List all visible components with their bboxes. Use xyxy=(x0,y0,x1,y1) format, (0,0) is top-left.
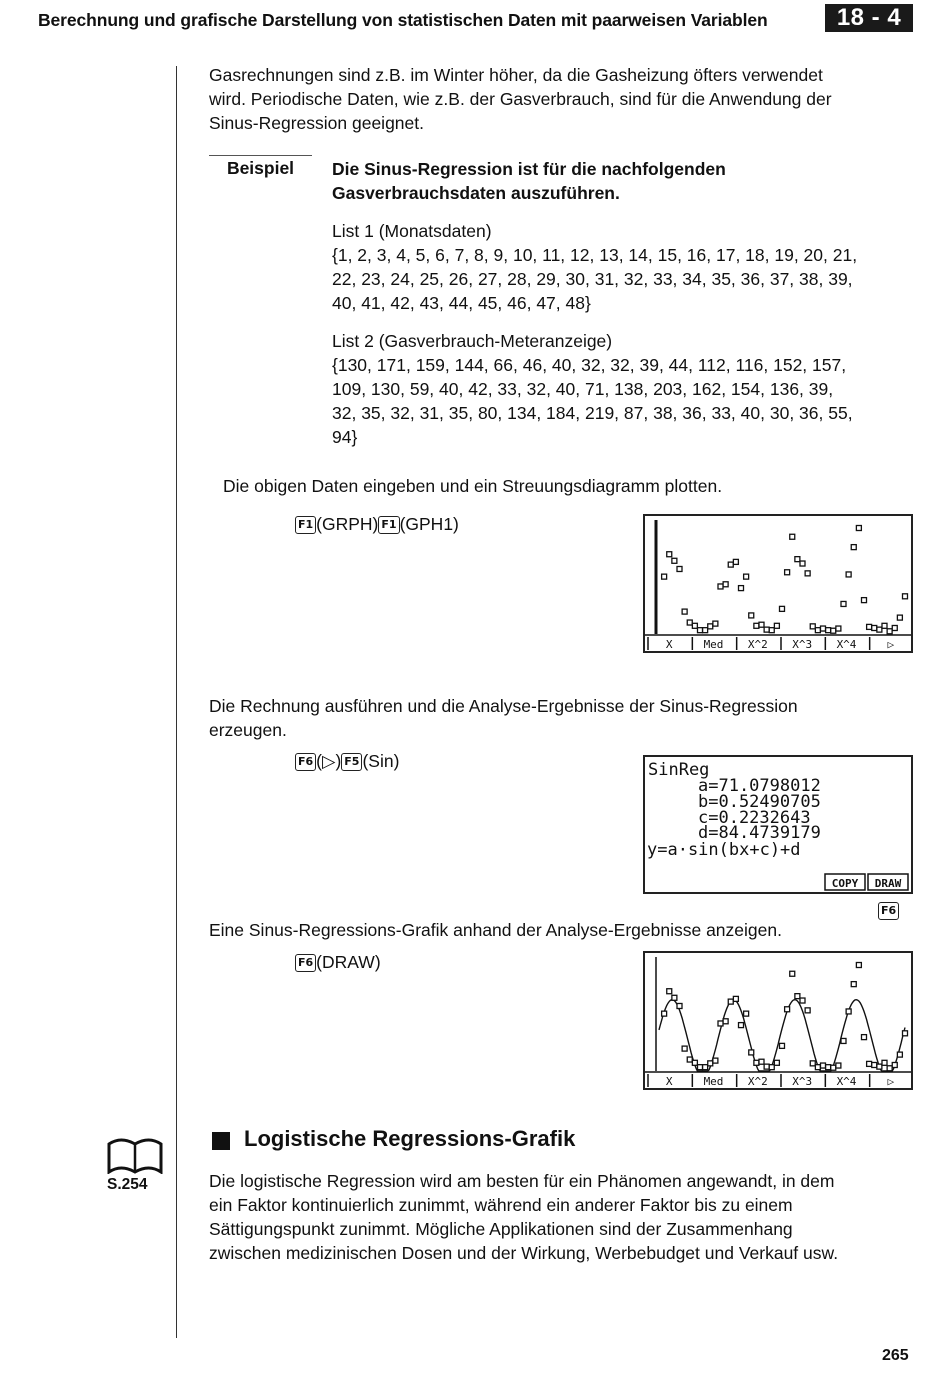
data-point xyxy=(703,1065,708,1070)
menu-item-5: ▷ xyxy=(887,638,895,651)
menu-item-5: ▷ xyxy=(887,1075,895,1088)
data-point xyxy=(785,570,790,575)
data-point xyxy=(836,1063,841,1068)
data-point xyxy=(677,566,682,571)
menu-item-1: Med xyxy=(703,638,724,651)
data-point xyxy=(764,627,769,632)
data-point xyxy=(733,996,738,1001)
key-f6: F6 xyxy=(295,753,316,771)
step2-instruction-line-2: erzeugen. xyxy=(209,720,287,740)
data-point xyxy=(769,1065,774,1070)
menu-item-0: X xyxy=(665,1075,673,1088)
data-point xyxy=(780,1043,785,1048)
data-point xyxy=(774,623,779,628)
data-point xyxy=(749,613,754,618)
list2-values-line-3: 32, 35, 32, 31, 35, 80, 134, 184, 219, 87, 38, 36, 33, 40, 30, 36, 55, xyxy=(332,403,853,423)
margin-rule xyxy=(176,66,177,1338)
data-point xyxy=(826,1065,831,1070)
key-label: (DRAW) xyxy=(316,952,381,972)
section-bullet-square xyxy=(212,1132,230,1150)
data-point xyxy=(790,534,795,539)
data-point xyxy=(851,982,856,987)
data-point xyxy=(841,1038,846,1043)
calc-screen-sinreg xyxy=(643,755,913,894)
page-header-title: Berechnung und grafische Darstellung von statistischen Daten mit paarweisen Variablen xyxy=(38,10,768,30)
data-point xyxy=(723,582,728,587)
data-point xyxy=(662,574,667,579)
step1-instruction: Die obigen Daten eingeben und ein Streuungsdiagramm plotten. xyxy=(223,476,723,496)
step3-instruction: Eine Sinus-Regressions-Grafik anhand der Analyse-Ergebnisse anzeigen. xyxy=(209,920,782,940)
data-point xyxy=(754,1060,759,1065)
data-point xyxy=(692,1060,697,1065)
key-label: (GRPH) xyxy=(316,514,379,534)
data-point xyxy=(862,598,867,603)
key-f5: F5 xyxy=(341,753,362,771)
data-point xyxy=(703,628,708,633)
data-point xyxy=(856,963,861,968)
data-point xyxy=(897,615,902,620)
data-point xyxy=(800,998,805,1003)
data-point xyxy=(764,1064,769,1069)
step2-keys xyxy=(295,749,399,773)
data-point xyxy=(821,1063,826,1068)
data-point xyxy=(739,586,744,591)
data-point xyxy=(846,572,851,577)
sinreg-result-screen xyxy=(645,757,911,892)
data-point xyxy=(728,562,733,567)
menu-item-4: X^4 xyxy=(836,638,857,651)
list1-title: List 1 (Monatsdaten) xyxy=(332,221,492,241)
intro-line-1: Gasrechnungen sind z.B. im Winter höher, da die Gasheizung öfters verwendet xyxy=(209,65,823,85)
data-point xyxy=(790,971,795,976)
data-point xyxy=(780,606,785,611)
key-f6: F6 xyxy=(295,954,316,972)
data-point xyxy=(887,1066,892,1071)
key-f1: F1 xyxy=(295,516,316,534)
data-point xyxy=(903,1031,908,1036)
calc-screen-sin-graph xyxy=(643,951,913,1090)
data-point xyxy=(759,1059,764,1064)
list1-values-line-3: 40, 41, 42, 43, 44, 45, 46, 47, 48} xyxy=(332,293,591,313)
step2-instruction-line-1: Die Rechnung ausführen und die Analyse-Ergebnisse der Sinus-Regression xyxy=(209,696,798,716)
menu-item-1: Med xyxy=(703,1075,724,1088)
data-point xyxy=(667,989,672,994)
list1-values-line-1: {1, 2, 3, 4, 5, 6, 7, 8, 9, 10, 11, 12, 13, 14, 15, 16, 17, 18, 19, 20, 21, xyxy=(332,245,858,265)
key-f1: F1 xyxy=(378,516,399,534)
menu-item-0: X xyxy=(665,638,673,651)
data-point xyxy=(877,1064,882,1069)
data-point xyxy=(887,629,892,634)
key-label: (Sin) xyxy=(362,751,400,771)
data-point xyxy=(713,1058,718,1063)
data-point xyxy=(662,1011,667,1016)
data-point xyxy=(862,1035,867,1040)
data-point xyxy=(749,1050,754,1055)
data-point xyxy=(851,545,856,550)
menu-item-3: X^3 xyxy=(792,1075,813,1088)
data-point xyxy=(810,1061,815,1066)
data-point xyxy=(723,1019,728,1024)
data-point xyxy=(892,1062,897,1067)
data-point xyxy=(821,626,826,631)
data-point xyxy=(759,622,764,627)
scatter-plot xyxy=(645,516,911,651)
data-point xyxy=(892,625,897,630)
data-point xyxy=(836,626,841,631)
section-badge: 18 - 4 xyxy=(825,4,913,32)
data-point xyxy=(805,571,810,576)
menu-item-3: X^3 xyxy=(792,638,813,651)
data-point xyxy=(769,628,774,633)
data-point xyxy=(867,624,872,629)
logistic-line-2: ein Faktor kontinuierlich zunimmt, während ein anderer Faktor bis zu einem xyxy=(209,1195,793,1215)
data-point xyxy=(846,1009,851,1014)
data-point xyxy=(672,558,677,563)
data-point xyxy=(867,1061,872,1066)
data-point xyxy=(733,559,738,564)
data-point xyxy=(795,557,800,562)
data-point xyxy=(728,999,733,1004)
data-point xyxy=(739,1023,744,1028)
list2-values-line-4: 94} xyxy=(332,427,358,447)
calc-screen-scatter xyxy=(643,514,913,653)
section-title: Logistische Regressions-Grafik xyxy=(244,1126,576,1151)
data-point xyxy=(877,627,882,632)
data-point xyxy=(667,552,672,557)
sin-regression-plot xyxy=(645,953,911,1088)
copy-softkey: COPY xyxy=(831,877,859,890)
sinreg-c: c=0.2232643 xyxy=(698,808,811,828)
key-label: (GPH1) xyxy=(399,514,459,534)
menu-item-4: X^4 xyxy=(836,1075,857,1088)
data-point xyxy=(897,1052,902,1057)
page-number: 265 xyxy=(882,1347,909,1364)
sinreg-formula: y=a·sin(bx+c)+d xyxy=(647,840,801,860)
step1-keys xyxy=(295,512,459,536)
data-point xyxy=(831,1065,836,1070)
data-point xyxy=(672,995,677,1000)
example-label: Beispiel xyxy=(209,155,312,179)
data-point xyxy=(872,1062,877,1067)
data-point xyxy=(810,624,815,629)
data-point xyxy=(744,574,749,579)
draw-softkey: DRAW xyxy=(874,877,902,890)
data-point xyxy=(708,1061,713,1066)
menu-item-2: X^2 xyxy=(747,638,768,651)
data-point xyxy=(805,1008,810,1013)
data-point xyxy=(692,623,697,628)
logistic-line-4: zwischen medizinischen Dosen und der Wirkung, Werbebudget und Verkauf usw. xyxy=(209,1243,839,1263)
data-point xyxy=(872,625,877,630)
list2-values-line-1: {130, 171, 159, 144, 66, 46, 40, 32, 32, 39, 44, 112, 116, 152, 157, xyxy=(332,355,847,375)
page-reference: S.254 xyxy=(107,1176,148,1193)
key-label: (▷) xyxy=(316,751,342,771)
list2-title: List 2 (Gasverbrauch-Meteranzeige) xyxy=(332,331,613,351)
data-point xyxy=(698,628,703,633)
sinreg-a: a=71.0798012 xyxy=(698,776,821,796)
list2-values-line-2: 109, 130, 59, 40, 42, 33, 32, 40, 71, 138, 203, 162, 154, 136, 39, xyxy=(332,379,834,399)
data-point xyxy=(856,526,861,531)
data-point xyxy=(831,628,836,633)
sinreg-d: d=84.4739179 xyxy=(698,823,821,843)
data-point xyxy=(682,1046,687,1051)
sinreg-b: b=0.52490705 xyxy=(698,792,821,812)
data-point xyxy=(826,628,831,633)
data-point xyxy=(815,628,820,633)
data-point xyxy=(744,1011,749,1016)
sinreg-title: SinReg xyxy=(648,760,710,780)
intro-line-3: Sinus-Regression geeignet. xyxy=(209,113,424,133)
data-point xyxy=(682,609,687,614)
menu-item-2: X^2 xyxy=(747,1075,768,1088)
data-point xyxy=(687,620,692,625)
data-point xyxy=(687,1057,692,1062)
data-point xyxy=(800,561,805,566)
intro-line-2: wird. Periodische Daten, wie z.B. der Gasverbrauch, sind für die Anwendung der xyxy=(209,89,832,109)
list1-values-line-2: 22, 23, 24, 25, 26, 27, 28, 29, 30, 31, 32, 33, 34, 35, 36, 37, 38, 39, xyxy=(332,269,853,289)
logistic-line-1: Die logistische Regression wird am besten für ein Phänomen angewandt, in dem xyxy=(209,1171,835,1191)
data-point xyxy=(882,1060,887,1065)
data-point xyxy=(903,594,908,599)
logistic-line-3: Sättigungspunkt zunimmt. Mögliche Applikationen sind der Zusammenhang xyxy=(209,1219,793,1239)
data-point xyxy=(815,1065,820,1070)
data-point xyxy=(774,1060,779,1065)
data-point xyxy=(677,1003,682,1008)
example-heading-line-2: Gasverbrauchsdaten auszuführen. xyxy=(332,183,620,203)
data-point xyxy=(754,623,759,628)
data-point xyxy=(713,621,718,626)
sinreg-softkeys xyxy=(825,874,908,890)
example-heading-line-1: Die Sinus-Regression ist für die nachfolgenden xyxy=(332,159,726,179)
key-f6-draw-indicator: F6 xyxy=(878,902,899,920)
data-point xyxy=(882,623,887,628)
book-icon xyxy=(106,1136,164,1179)
data-point xyxy=(718,584,723,589)
data-point xyxy=(718,1021,723,1026)
data-point xyxy=(785,1007,790,1012)
data-point xyxy=(795,994,800,999)
step3-keys xyxy=(295,950,381,974)
data-point xyxy=(841,601,846,606)
data-point xyxy=(698,1065,703,1070)
data-point xyxy=(708,624,713,629)
